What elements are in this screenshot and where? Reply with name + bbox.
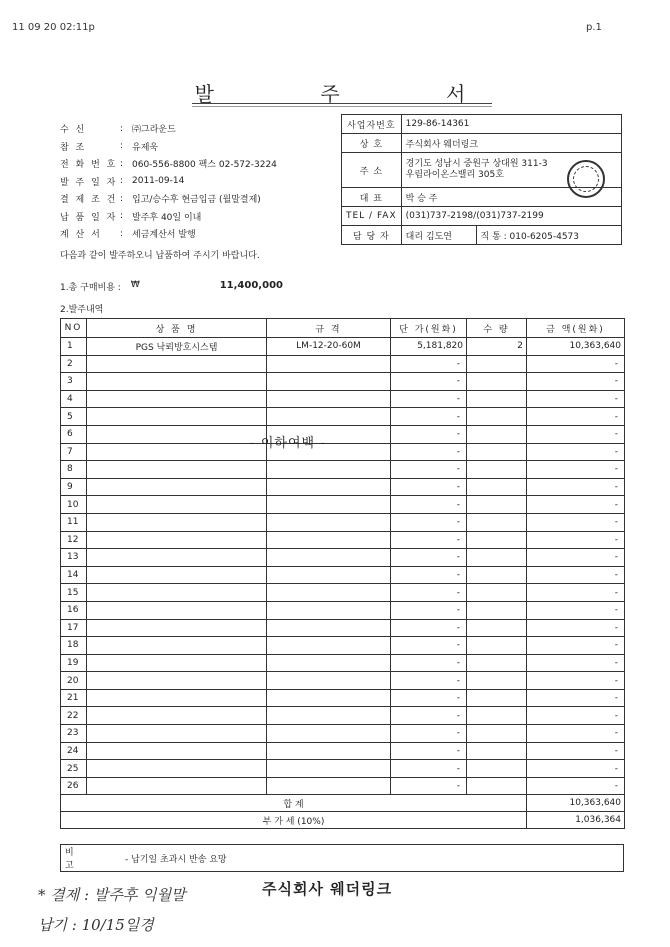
- address-line-1: 경기도 성남시 중원구 상대원 311-3: [405, 159, 548, 169]
- item-no: 12: [61, 531, 87, 549]
- item-unit-price: -: [391, 619, 467, 637]
- item-unit-price: -: [391, 390, 467, 408]
- item-no: 8: [61, 461, 87, 479]
- item-unit-price: -: [391, 654, 467, 672]
- order-info-row: [60, 120, 350, 138]
- info-value: ㈜그라운드: [132, 125, 176, 136]
- item-no: 16: [61, 601, 87, 619]
- info-label: 전 화 번 호: [60, 160, 118, 171]
- item-product: [87, 566, 267, 584]
- item-product: [87, 725, 267, 743]
- supplier-value: 129-86-14361: [401, 115, 621, 134]
- item-qty: 2: [467, 338, 527, 356]
- item-spec: [267, 390, 391, 408]
- item-amount: -: [527, 478, 625, 496]
- col-no: NO: [61, 319, 87, 338]
- item-qty: [467, 443, 527, 461]
- table-row: [61, 654, 625, 672]
- item-product: [87, 707, 267, 725]
- item-amount: -: [527, 672, 625, 690]
- total-label: 1.총 구매비용 :: [60, 283, 121, 293]
- item-unit-price: -: [391, 513, 467, 531]
- item-spec: [267, 689, 391, 707]
- item-product: [87, 390, 267, 408]
- item-unit-price: -: [391, 760, 467, 778]
- company-seal-icon: [567, 160, 605, 198]
- order-info-row: [60, 155, 350, 173]
- info-colon: :: [120, 193, 124, 204]
- item-unit-price: -: [391, 461, 467, 479]
- item-unit-price: -: [391, 496, 467, 514]
- item-no: 26: [61, 777, 87, 795]
- supplier-label: 주 소: [342, 153, 402, 188]
- item-unit-price: -: [391, 584, 467, 602]
- table-row: [61, 373, 625, 391]
- item-product: [87, 425, 267, 443]
- item-amount: -: [527, 390, 625, 408]
- item-unit-price: -: [391, 531, 467, 549]
- table-row: [61, 637, 625, 655]
- item-amount: -: [527, 513, 625, 531]
- table-row: [61, 549, 625, 567]
- item-no: 14: [61, 566, 87, 584]
- item-unit-price: -: [391, 478, 467, 496]
- supplier-row: [342, 226, 622, 245]
- item-qty: [467, 619, 527, 637]
- item-no: 15: [61, 584, 87, 602]
- handwritten-line-2: 납기 : 10/15일경: [38, 916, 154, 934]
- table-row: [61, 725, 625, 743]
- item-qty: [467, 672, 527, 690]
- item-product: [87, 637, 267, 655]
- item-spec: [267, 654, 391, 672]
- item-no: 18: [61, 637, 87, 655]
- item-product: PGS 낙뢰방호시스템: [87, 338, 267, 356]
- info-colon: :: [120, 158, 124, 169]
- table-row: [61, 601, 625, 619]
- item-qty: [467, 584, 527, 602]
- item-product: [87, 777, 267, 795]
- item-amount: -: [527, 549, 625, 567]
- item-no: 21: [61, 689, 87, 707]
- col-spec: 규 격: [267, 319, 391, 338]
- supplier-label: 상 호: [342, 134, 402, 153]
- info-colon: :: [120, 211, 124, 222]
- order-info-row: [60, 225, 350, 243]
- info-label: 발 주 일 자: [60, 177, 118, 188]
- document-title: 발 주 서: [194, 82, 516, 106]
- item-product: [87, 531, 267, 549]
- item-unit-price: -: [391, 373, 467, 391]
- item-unit-price: -: [391, 725, 467, 743]
- item-amount: -: [527, 496, 625, 514]
- item-qty: [467, 513, 527, 531]
- supplier-phone: 직 통 : 010-6205-4573: [476, 226, 621, 245]
- item-spec: [267, 355, 391, 373]
- seal-inner-ring: [573, 166, 599, 192]
- item-qty: [467, 373, 527, 391]
- order-info-row: [60, 138, 350, 156]
- item-qty: [467, 707, 527, 725]
- item-amount: -: [527, 760, 625, 778]
- item-no: 19: [61, 654, 87, 672]
- item-no: 3: [61, 373, 87, 391]
- item-product: [87, 408, 267, 426]
- item-amount: -: [527, 584, 625, 602]
- item-amount: -: [527, 725, 625, 743]
- section-title: 2.발주내역: [60, 305, 104, 315]
- item-unit-price: -: [391, 637, 467, 655]
- item-spec: [267, 478, 391, 496]
- info-value: 세금계산서 발행: [132, 230, 196, 241]
- item-amount: -: [527, 443, 625, 461]
- title-underline: [192, 103, 492, 104]
- table-row: [61, 566, 625, 584]
- item-qty: [467, 566, 527, 584]
- item-qty: [467, 654, 527, 672]
- total-cost: [60, 280, 283, 293]
- item-spec: [267, 408, 391, 426]
- info-value: 발주후 40일 이내: [132, 212, 202, 223]
- item-product: [87, 689, 267, 707]
- item-unit-price: -: [391, 689, 467, 707]
- item-qty: [467, 637, 527, 655]
- items-header-row: [61, 319, 625, 338]
- info-label: 결 제 조 건: [60, 195, 118, 206]
- info-value: 060-556-8800 팩스 02-572-3224: [132, 160, 277, 171]
- item-unit-price: 5,181,820: [391, 338, 467, 356]
- order-info-row: [60, 208, 350, 226]
- item-product: [87, 461, 267, 479]
- item-no: 25: [61, 760, 87, 778]
- item-unit-price: -: [391, 408, 467, 426]
- company-footer: 주식회사 웨더링크: [262, 880, 393, 898]
- item-amount: -: [527, 531, 625, 549]
- table-row: [61, 443, 625, 461]
- supplier-row: [342, 134, 622, 153]
- item-product: [87, 654, 267, 672]
- item-spec: [267, 619, 391, 637]
- item-product: [87, 584, 267, 602]
- item-amount: -: [527, 742, 625, 760]
- table-row: [61, 461, 625, 479]
- col-amount: 금 액(원화): [527, 319, 625, 338]
- title-underline-2: [192, 106, 492, 107]
- item-qty: [467, 531, 527, 549]
- item-spec: [267, 584, 391, 602]
- item-no: 13: [61, 549, 87, 567]
- item-no: 4: [61, 390, 87, 408]
- table-row: [61, 707, 625, 725]
- sum-value: 10,363,640: [527, 795, 625, 812]
- table-row: [61, 513, 625, 531]
- item-amount: 10,363,640: [527, 338, 625, 356]
- supplier-label: TEL / FAX: [342, 207, 402, 226]
- item-amount: -: [527, 619, 625, 637]
- item-no: 20: [61, 672, 87, 690]
- table-row: [61, 478, 625, 496]
- item-spec: [267, 373, 391, 391]
- item-amount: -: [527, 373, 625, 391]
- item-spec: [267, 566, 391, 584]
- item-spec: [267, 637, 391, 655]
- info-colon: :: [120, 176, 124, 187]
- item-no: 23: [61, 725, 87, 743]
- info-label: 납 품 일 자: [60, 212, 118, 223]
- item-unit-price: -: [391, 355, 467, 373]
- item-spec: [267, 760, 391, 778]
- table-row: [61, 672, 625, 690]
- info-value: 입고/승수후 현금입금 (월말결제): [132, 195, 261, 206]
- items-table: [60, 318, 625, 829]
- total-currency: ₩: [130, 280, 140, 290]
- item-no: 17: [61, 619, 87, 637]
- item-unit-price: -: [391, 777, 467, 795]
- item-no: 1: [61, 338, 87, 356]
- supplier-row: [342, 207, 622, 226]
- supplier-row: [342, 115, 622, 134]
- order-info: [60, 120, 350, 243]
- item-product: [87, 760, 267, 778]
- item-spec: [267, 549, 391, 567]
- item-qty: [467, 777, 527, 795]
- table-row: [61, 760, 625, 778]
- item-no: 2: [61, 355, 87, 373]
- total-amount: 11,400,000: [219, 280, 283, 291]
- info-colon: :: [120, 228, 124, 239]
- item-amount: -: [527, 425, 625, 443]
- item-qty: [467, 742, 527, 760]
- table-row: [61, 689, 625, 707]
- supplier-value: 박 승 주: [401, 188, 621, 207]
- page-number: p.1: [586, 22, 602, 33]
- item-amount: -: [527, 601, 625, 619]
- item-product: [87, 496, 267, 514]
- item-spec: [267, 496, 391, 514]
- item-product: [87, 619, 267, 637]
- item-no: 5: [61, 408, 87, 426]
- sum-label: 합 계: [61, 795, 527, 812]
- item-qty: [467, 496, 527, 514]
- info-label: 계 산 서: [60, 230, 102, 241]
- item-spec: [267, 707, 391, 725]
- order-note: 다음과 같이 발주하오니 납품하여 주시기 바랍니다.: [60, 251, 260, 261]
- item-product: [87, 513, 267, 531]
- item-product: [87, 355, 267, 373]
- item-qty: [467, 760, 527, 778]
- item-qty: [467, 549, 527, 567]
- item-unit-price: -: [391, 707, 467, 725]
- supplier-value: 대리 김도연: [401, 226, 476, 245]
- table-row: [61, 496, 625, 514]
- col-qty: 수 량: [467, 319, 527, 338]
- item-amount: -: [527, 355, 625, 373]
- remarks-label: 비 고: [65, 848, 114, 871]
- item-unit-price: -: [391, 425, 467, 443]
- item-qty: [467, 425, 527, 443]
- item-product: [87, 373, 267, 391]
- address-line-2: 우림라이온스밸리 305호: [405, 170, 504, 180]
- supplier-label: 대 표: [342, 188, 402, 207]
- item-unit-price: -: [391, 601, 467, 619]
- item-spec: [267, 513, 391, 531]
- info-colon: :: [120, 123, 124, 134]
- item-no: 11: [61, 513, 87, 531]
- table-row: [61, 742, 625, 760]
- col-product: 상 품 명: [87, 319, 267, 338]
- item-qty: [467, 601, 527, 619]
- item-qty: [467, 390, 527, 408]
- item-spec: [267, 531, 391, 549]
- item-spec: [267, 601, 391, 619]
- supplier-label: 담 당 자: [342, 226, 402, 245]
- item-product: [87, 672, 267, 690]
- blank-below-note: - 이하여백 -: [250, 436, 326, 451]
- item-no: 24: [61, 742, 87, 760]
- item-product: [87, 601, 267, 619]
- item-qty: [467, 689, 527, 707]
- handwritten-note: [38, 880, 186, 940]
- item-product: [87, 443, 267, 461]
- table-row: [61, 619, 625, 637]
- supplier-value: (031)737-2198/(031)737-2199: [401, 207, 621, 226]
- item-qty: [467, 355, 527, 373]
- order-info-row: [60, 173, 350, 191]
- item-spec: LM-12-20-60M: [267, 338, 391, 356]
- table-row: [61, 390, 625, 408]
- table-row: [61, 338, 625, 356]
- item-product: [87, 742, 267, 760]
- remarks-value: - 납기일 초과시 반송 요망: [125, 854, 227, 865]
- item-no: 9: [61, 478, 87, 496]
- item-no: 6: [61, 425, 87, 443]
- item-amount: -: [527, 461, 625, 479]
- item-amount: -: [527, 707, 625, 725]
- item-qty: [467, 725, 527, 743]
- table-row: [61, 584, 625, 602]
- remarks-box: [60, 844, 624, 872]
- item-qty: [467, 461, 527, 479]
- item-amount: -: [527, 654, 625, 672]
- supplier-label: 사업자번호: [342, 115, 402, 134]
- item-spec: [267, 777, 391, 795]
- item-product: [87, 549, 267, 567]
- table-row: [61, 425, 625, 443]
- item-unit-price: -: [391, 443, 467, 461]
- handwritten-line-1: * 결제 : 발주후 익월말: [38, 886, 186, 904]
- item-no: 22: [61, 707, 87, 725]
- item-amount: -: [527, 689, 625, 707]
- item-unit-price: -: [391, 549, 467, 567]
- item-amount: -: [527, 566, 625, 584]
- info-value: 유제욱: [132, 142, 159, 153]
- item-spec: [267, 461, 391, 479]
- item-spec: [267, 742, 391, 760]
- item-amount: -: [527, 408, 625, 426]
- item-no: 10: [61, 496, 87, 514]
- info-colon: :: [120, 141, 124, 152]
- order-info-row: [60, 190, 350, 208]
- item-qty: [467, 408, 527, 426]
- info-label: 참 조: [60, 142, 87, 153]
- item-unit-price: -: [391, 566, 467, 584]
- vat-label: 부 가 세 (10%): [61, 812, 527, 829]
- table-row: [61, 531, 625, 549]
- table-row: [61, 408, 625, 426]
- item-unit-price: -: [391, 672, 467, 690]
- item-unit-price: -: [391, 742, 467, 760]
- table-row: [61, 355, 625, 373]
- vat-row: [61, 812, 625, 829]
- item-product: [87, 478, 267, 496]
- item-amount: -: [527, 637, 625, 655]
- item-no: 7: [61, 443, 87, 461]
- info-label: 수 신: [60, 125, 87, 136]
- item-qty: [467, 478, 527, 496]
- fax-timestamp: 11 09 20 02:11p: [12, 22, 95, 33]
- sum-row: [61, 795, 625, 812]
- table-row: [61, 777, 625, 795]
- item-amount: -: [527, 777, 625, 795]
- vat-value: 1,036,364: [527, 812, 625, 829]
- item-spec: [267, 725, 391, 743]
- info-value: 2011-09-14: [132, 176, 185, 187]
- col-unit-price: 단 가(원화): [391, 319, 467, 338]
- supplier-value: 주식회사 웨더링크: [401, 134, 621, 153]
- item-spec: [267, 672, 391, 690]
